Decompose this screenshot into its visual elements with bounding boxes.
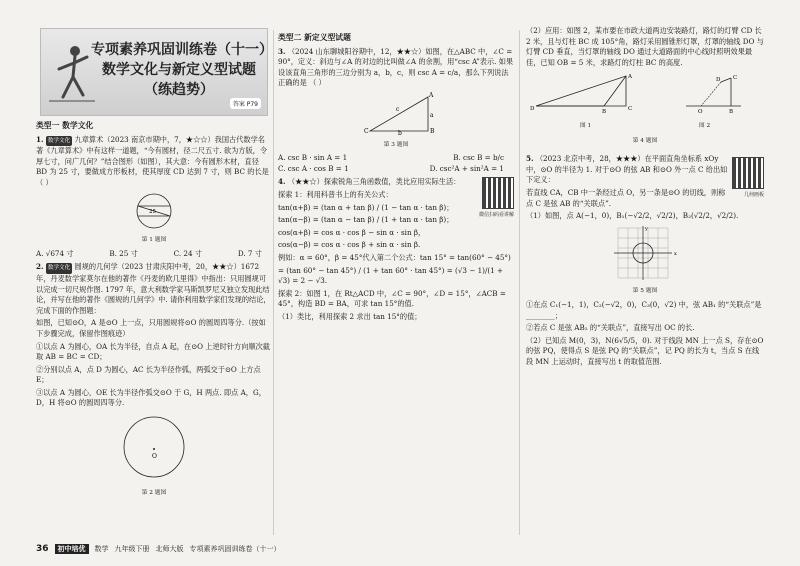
q5-text: （2023 北京中考，28，★★★）在平面直角坐标系 xOy 中，⊙O 的半径为 1. 对于⊙O 的弦 AB 和⊙O 外一点 C 给出如下定义：	[526, 154, 728, 185]
q3-figure	[278, 91, 514, 135]
q2-line-1: 如图，已知⊙O，A 是⊙O 上一点，只用圆规将⊙O 的圆周四等分.（按如下步骤完成，保留作图痕迹）	[36, 318, 266, 338]
q1-answer-blank: （ ）	[36, 177, 53, 187]
q2-center-label: O	[152, 453, 157, 461]
q3-option-b: B. csc B = b/c	[453, 153, 504, 163]
q1-figure	[36, 191, 272, 231]
q2-step-1: ①以点 A 为圆心，OA 长为半径，自点 A 起，在⊙O 上逆时针方向顺次截取 AB = BC = CD；	[36, 341, 270, 362]
svg-text:c: c	[396, 105, 400, 113]
footer-title: 专项素养巩固训练卷（十一）	[189, 545, 281, 553]
question-5	[526, 154, 764, 186]
q4-number: 4.	[278, 177, 286, 187]
svg-text:D: D	[716, 77, 721, 84]
svg-text:B: B	[729, 109, 734, 116]
svg-text:C: C	[628, 106, 633, 113]
q1-tag: 数学文化	[46, 136, 72, 147]
column-divider	[519, 30, 520, 535]
q3-option-a: A. csc B · sin A = 1	[278, 153, 348, 163]
svg-text:x: x	[674, 250, 677, 257]
q3-option-d: D. csc²A + sin²A = 1	[429, 163, 504, 173]
q1-option-d: D. 7 寸	[237, 248, 262, 258]
q5-sub-1a: ①在点 C₁(−1，1)，C₂(−√2，0)，C₃(0，√2) 中，弦 AB₁ 的“关联点”是________；	[526, 299, 762, 320]
q1-option-a: A. √674 寸	[36, 248, 74, 258]
svg-text:B: B	[602, 109, 607, 116]
footer-brand: 初中培优	[55, 544, 89, 554]
footer-grade: 九年级下册	[114, 545, 150, 553]
q5-figure	[526, 224, 764, 282]
q1-option-c: C. 24 寸	[173, 248, 203, 258]
page-number: 36	[36, 544, 49, 554]
answer-ref: 答案 P79	[230, 98, 261, 109]
q4-fig1-label: 图 1	[579, 122, 592, 129]
banner-title-3: （练趋势）	[144, 82, 214, 98]
q1-options	[36, 249, 272, 260]
banner-title-2: 数学文化与新定义型试题	[102, 62, 256, 78]
q4-example: 例如：α = 60°，β = 45°代入第二个公式：tan 15° = tan(60° − 45°)	[278, 252, 511, 262]
q4-explore-1: 探索 1：利用科普书上的有关公式：	[278, 189, 393, 199]
q1-text: 九章算术（2023 南京市期中，7，★☆☆）我国古代数学名著《九章算术》中有这样一道题，“今有圆材，径二尺五寸. 欲为方版，令厚七寸，问广几何？”结合图形（如图），其大意：今有圆形木材，直径 BD 为 25 寸，要做成方形板材，使其厚度 CD 达到 7 寸，则 BC 的长是	[36, 134, 269, 177]
q4-sub-2: （2）应用：如图 2，某市要在市政大道两边安装路灯，路灯的灯臂 CD 长 2 米，且与灯柱 BC 成 105°角，路灯采用圆锥形灯罩，灯罩的轴线 DO 与灯臂 CD 垂直，当灯罩的轴线 DO 通过大道路面的中心线时照明效果最佳，已知 OB = 5 米，求路灯的灯柱 BC 的高度.	[526, 26, 764, 67]
svg-text:25: 25	[149, 208, 156, 215]
q4-formula-5: = (tan 60° − tan 45°) / (1 + tan 60° · tan 45°) = (√3 − 1)/(1 + √3) = 2 − √3.	[278, 265, 504, 286]
q3-options-row-1	[278, 153, 514, 164]
q2-step-2: ②分别以点 A，点 D 为圆心，AC 长为半径作弧，两弧交于⊙O 上方点 E；	[36, 364, 261, 385]
q4-formula-4: cos(α−β) = cos α · cos β + sin α · sin β.	[278, 240, 421, 250]
column-2	[278, 30, 514, 324]
section-heading-1: 类型一 数学文化	[36, 121, 94, 130]
q5-sub-1b: ②若点 C 是弦 AB₂ 的“关联点”，直接写出 OC 的长.	[526, 323, 695, 333]
q5-sub-1: （1）如图，点 A(−1，0)，B₁(−√2/2，√2/2)，B₂(√2/2，√2/2).	[526, 211, 739, 221]
question-3	[278, 47, 514, 89]
q4-formula-2: tan(α−β) = (tan α − tan β) / (1 + tan α · tan β)；	[278, 215, 454, 225]
q4-caption: 第 4 题图	[632, 137, 658, 144]
svg-text:D: D	[530, 106, 535, 113]
question-4	[278, 177, 514, 188]
q3-number: 3.	[278, 46, 286, 56]
footer-subject: 数学	[94, 545, 109, 553]
q2-tag: 数学文化	[46, 263, 72, 274]
q4-figure-labels	[526, 120, 764, 135]
q2-figure	[36, 411, 272, 483]
svg-text:O: O	[698, 109, 703, 116]
svg-text:a: a	[430, 111, 434, 119]
column-divider	[273, 30, 274, 535]
section-heading-2: 类型二 新定义型试题	[278, 33, 351, 42]
q4-qr-label: 微信扫码看讲解	[478, 212, 514, 219]
q4-sub-1: （1）类比，利用探索 2 求出 tan 15°的值；	[278, 311, 422, 321]
q4-formula-3: cos(α+β) = cos α · cos β − sin α · sin β，	[278, 227, 426, 237]
q2-number: 2.	[36, 262, 44, 272]
q1-number: 1.	[36, 134, 44, 144]
column-1	[36, 118, 272, 501]
banner-title-1: 专项素养巩固训练卷（十一）	[91, 42, 273, 58]
q4-explore-2: 探索 2：如图 1，在 Rt△ACD 中，∠C = 90°，∠D = 15°，∠ACB = 45°，构造 BD = BA，可求 tan 15°的值.	[278, 288, 506, 309]
q5-number: 5.	[526, 154, 534, 164]
svg-text:y: y	[645, 225, 648, 232]
q1-option-b: B. 25 寸	[109, 248, 138, 258]
q4-formula-1: tan(α+β) = (tan α + tan β) / (1 − tan α · tan β)；	[278, 202, 454, 212]
q5-definition: 若直线 CA，CB 中一条经过点 O，另一条是⊙O 的切线，则称点 C 是弦 AB 的“关联点”.	[526, 187, 726, 208]
q4-figures	[526, 70, 764, 116]
runner-illustration	[47, 39, 97, 109]
q3-text: （2024 山东聊城阳谷期中，12，★★☆）如图，在△ABC 中，∠C = 90°，定义：斜边与∠A 的对边的比叫做∠A 的余割，用“csc A”表示. 如果设该直角三角形的三边分别为 a，b，c，则 csc A = c/a，那么下列说法正确的是	[278, 46, 514, 88]
q3-option-c: C. csc A · cos B = 1	[278, 163, 349, 173]
q4-fig2-label: 图 2	[698, 122, 711, 129]
footer-edition: 北师大版	[155, 545, 184, 553]
svg-text:A: A	[628, 74, 632, 81]
q5-qr-label: 几何画板	[743, 192, 764, 199]
svg-text:b: b	[398, 129, 402, 135]
svg-text:C: C	[733, 75, 738, 82]
svg-text:C: C	[364, 127, 369, 135]
q3-options-row-2	[278, 164, 514, 175]
q1-caption: 第 1 题图	[141, 237, 167, 244]
qr-code-icon[interactable]	[732, 157, 764, 189]
q3-caption: 第 3 题图	[383, 141, 409, 148]
svg-text:B: B	[430, 127, 435, 135]
q5-caption: 第 5 题图	[632, 288, 658, 295]
title-banner	[40, 28, 273, 116]
column-3	[526, 26, 764, 369]
svg-text:A: A	[429, 91, 434, 99]
q5-sub-2: （2）已知点 M(0，3)，N(6√5/5，0). 对于线段 MN 上一点 S，存在⊙O 的弦 PQ，使得点 S 是弦 PQ 的“关联点”，记 PQ 的长为 t，当点 S 在线段 MN 上运动时，直接写出 t 的取值范围.	[526, 335, 764, 366]
qr-code-icon[interactable]	[482, 177, 514, 209]
q4-text: （★★☆）探索锐角三角函数值，类比应用实际生活：	[287, 177, 461, 187]
question-2	[36, 262, 272, 316]
q2-text: 圆规的几何学（2023 甘肃庆阳中考，20，★★☆）1672 年，丹麦数学家莫尔在他的著作《丹麦的欧几里得》中指出：只用圆规可以完成一切尺规作图. 1797 年，意大利数学家马斯凯罗尼又独立发现此结论，并写在他的著作《圆规的几何学》中. 请你利用数学家们发现的结论，完成下面的作图题：	[36, 262, 271, 315]
q2-step-3: ③以点 A 为圆心，OE 长为半径作弧交⊙O 于 G，H 两点. 即点 A，G，D，H 将⊙O 的圆周四等分.	[36, 387, 266, 408]
q3-answer-blank: （ ）	[309, 78, 326, 88]
q2-caption: 第 2 题图	[141, 489, 167, 496]
question-1	[36, 135, 272, 189]
page-footer	[36, 544, 764, 554]
